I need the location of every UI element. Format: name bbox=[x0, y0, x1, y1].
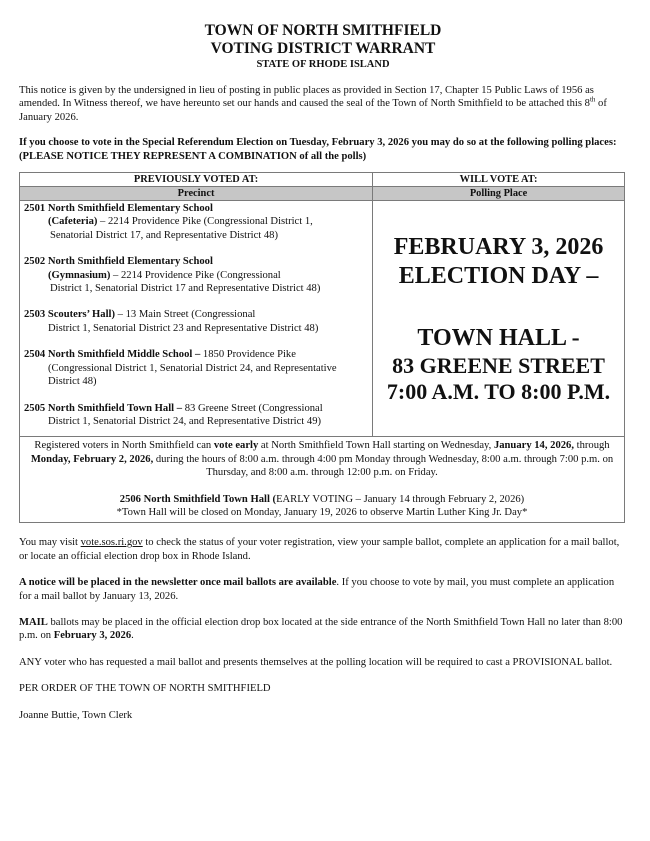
spacer bbox=[26, 480, 618, 493]
intro-text-end: of January 2026. bbox=[19, 98, 607, 123]
polling-place-subheader: Polling Place bbox=[373, 187, 625, 201]
closure-notice: *Town Hall will be closed on Monday, January 19, 2026 to observe Martin Luther King Jr. Day* bbox=[116, 506, 528, 518]
precinct-item-2502 bbox=[24, 255, 368, 295]
text: at North Smithfield Town Hall starting on Wednesday, bbox=[258, 440, 494, 452]
precinct-address: – 2214 Providence Pike (Congressional bbox=[110, 269, 281, 281]
early-end-date: Monday, February 2, 2026, bbox=[30, 453, 154, 465]
polling-places-table bbox=[19, 172, 625, 523]
precinct-districts: District 1, Senatorial District 23 and Representative District 48) bbox=[48, 322, 319, 334]
table-subheader-row bbox=[20, 187, 625, 201]
early-voting-hours: during the hours of 8:00 a.m. through 4:00 pm Monday through Wednesday, 8:00 a.m. through 7:00 p.m. on Thursday, and 8:00 a.m. through 12:00 p.m. on Friday. bbox=[153, 453, 614, 479]
previously-voted-header: PREVIOUSLY VOTED AT: bbox=[20, 173, 373, 187]
precinct-districts: (Congressional District 1, Senatorial District 24, and Representative District 48) bbox=[48, 362, 337, 388]
text: . bbox=[131, 630, 134, 642]
instruction-paragraph: If you choose to vote in the Special Referendum Election on Tuesday, February 3, 2026 you may do so at the following polling places: (PLEASE NOTICE THEY REPRESENT A COMBINATION of all the polls) bbox=[19, 137, 617, 162]
document-subtitle: STATE OF RHODE ISLAND bbox=[256, 59, 390, 70]
precinct-name: 2505 North Smithfield Town Hall – bbox=[24, 402, 183, 414]
election-day-label: ELECTION DAY – bbox=[398, 262, 599, 289]
early-voting-dates: EARLY VOTING – January 14 through February 2, 2026) bbox=[276, 493, 525, 505]
document-page bbox=[19, 22, 627, 722]
election-date: FEBRUARY 3, 2026 bbox=[393, 233, 604, 260]
early-voting-cell bbox=[20, 437, 625, 523]
precinct-item-2501 bbox=[24, 202, 368, 242]
precinct-name: 2501 North Smithfield Elementary School bbox=[24, 203, 213, 215]
text: Registered voters in North Smithfield can bbox=[34, 440, 214, 452]
drop-box-deadline: February 3, 2026 bbox=[53, 630, 132, 642]
precinct-item-2503 bbox=[24, 308, 368, 335]
town-clerk-signature: Joanne Buttie, Town Clerk bbox=[19, 709, 133, 721]
text: ballots may be placed in the official election drop box located at the side entrance of the North Smithfield Town Hall no later than 8:00 p.m. on bbox=[19, 616, 623, 642]
text: to check the status of your voter registration, view your sample ballot, complete an application for a mail ballot, or locate an official election drop box in Rhode Island. bbox=[19, 537, 620, 562]
precinct-districts: District 1, Senatorial District 24, and Representative District 49) bbox=[48, 415, 322, 427]
will-vote-header: WILL VOTE AT: bbox=[373, 173, 625, 187]
voter-info-paragraph bbox=[19, 536, 627, 563]
order-statement: PER ORDER OF THE TOWN OF NORTH SMITHFIELD bbox=[19, 683, 271, 695]
document-title-line2: VOTING DISTRICT WARRANT bbox=[210, 40, 436, 57]
precinct-room: (Gymnasium) bbox=[48, 269, 111, 281]
precinct-name: 2503 Scouters’ Hall) bbox=[24, 309, 116, 321]
drop-box-paragraph bbox=[19, 616, 627, 643]
text-bold: vote early bbox=[213, 440, 259, 452]
early-voting-info bbox=[26, 439, 618, 479]
early-voting-row bbox=[20, 437, 625, 523]
precinct-address: 1850 Providence Pike bbox=[200, 349, 296, 361]
precinct-room: (Cafeteria) bbox=[48, 216, 98, 228]
precinct-item-2504 bbox=[24, 348, 368, 388]
polling-location-name: TOWN HALL - bbox=[417, 324, 580, 351]
precinct-address: 83 Greene Street (Congressional bbox=[182, 402, 323, 414]
early-location-name: 2506 North Smithfield Town Hall ( bbox=[119, 493, 277, 505]
table-header-row bbox=[20, 173, 625, 187]
precinct-name: 2502 North Smithfield Elementary School bbox=[24, 256, 213, 268]
early-start-date: January 14, 2026, bbox=[493, 440, 574, 452]
mail-ballot-notice-paragraph bbox=[19, 576, 627, 603]
text-bold: MAIL bbox=[19, 616, 48, 628]
ordinal-suffix: th bbox=[589, 95, 596, 104]
document-title-line1: TOWN OF NORTH SMITHFIELD bbox=[204, 22, 442, 39]
text: You may visit bbox=[19, 537, 81, 549]
table-row bbox=[20, 201, 625, 437]
intro-paragraph bbox=[19, 84, 627, 124]
precinct-address: – 13 Main Street (Congressional bbox=[115, 309, 256, 321]
polling-hours: 7:00 A.M. TO 8:00 P.M. bbox=[386, 378, 611, 404]
precinct-list bbox=[20, 201, 373, 437]
text: . If you choose to vote by mail, you must complete an application for a mail ballot by January 13, 2026. bbox=[19, 577, 615, 602]
vote-sos-link[interactable]: vote.sos.ri.gov bbox=[80, 537, 143, 549]
text: through bbox=[574, 440, 610, 452]
provisional-ballot-paragraph: ANY voter who has requested a mail ballot and presents themselves at the polling location will be required to cast a PROVISIONAL ballot. bbox=[19, 656, 613, 668]
precinct-item-2505 bbox=[24, 402, 368, 429]
spacer bbox=[377, 291, 620, 324]
intro-text: This notice is given by the undersigned in lieu of posting in public places as provided in Section 17, Chapter 15 Public Laws of 1956 as amended. In Witness thereof, we have hereunto set our hands and caused the seal of the Town of North Smithfield to be attached this 8 bbox=[19, 85, 594, 110]
precinct-subheader: Precinct bbox=[20, 187, 373, 201]
precinct-address: – 2214 Providence Pike (Congressional District 1, bbox=[97, 216, 313, 228]
text-bold: A notice will be placed in the newsletter once mail ballots are available bbox=[19, 577, 337, 589]
precinct-name: 2504 North Smithfield Middle School – bbox=[24, 349, 201, 361]
precinct-districts: District 1, Senatorial District 17 and Representative District 48) bbox=[50, 283, 321, 295]
polling-location-address: 83 GREENE STREET bbox=[392, 352, 605, 378]
precinct-districts: Senatorial District 17, and Representative District 48) bbox=[50, 229, 278, 241]
early-voting-location bbox=[26, 493, 618, 506]
polling-place-cell bbox=[373, 201, 625, 437]
